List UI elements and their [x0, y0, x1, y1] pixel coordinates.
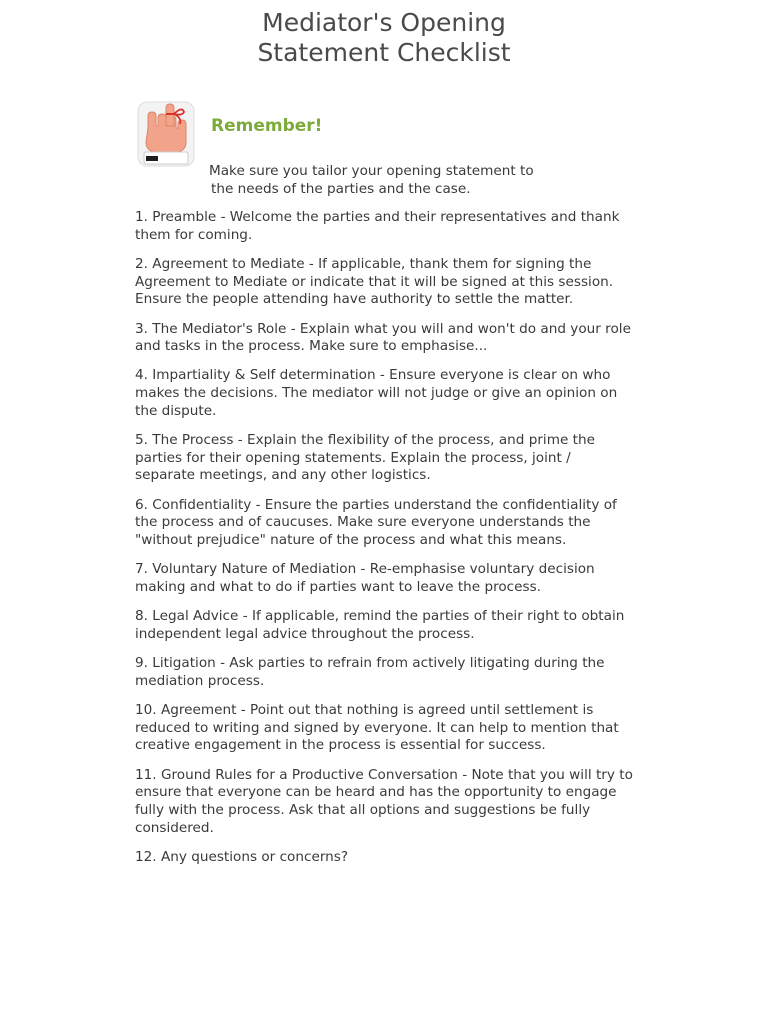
checklist-item: 11. Ground Rules for a Productive Conversation - Note that you will try to ensure that everyone can be heard and has the opportunity to engage fully with the process. Ask that all options and suggestions be fully considered. — [135, 766, 633, 836]
checklist-item: 6. Confidentiality - Ensure the parties understand the confidentiality of the process and of caucuses. Make sure everyone understands the "without prejudice" nature of the process and what this means. — [135, 496, 617, 549]
finger-with-reminder-string-icon — [136, 98, 198, 170]
remember-note — [209, 162, 629, 198]
checklist — [135, 209, 635, 878]
checklist-item: 5. The Process - Explain the flexibility of the process, and prime the parties for their opening statements. Explain the process, joint / separate meetings, and any other logistics. — [135, 432, 595, 484]
checklist-item: 3. The Mediator's Role - Explain what you will and won't do and your role and tasks in the process. Make sure to emphasise... — [135, 320, 631, 355]
checklist-item: 2. Agreement to Mediate - If applicable, thank them for signing the Agreement to Mediate or indicate that it will be signed at this session. Ensure the people attending have authority to settle the matter. — [135, 255, 614, 308]
remember-note-line-1: Make sure you tailor your opening statement to — [209, 163, 534, 179]
page-title-line-2: Statement Checklist — [257, 38, 511, 67]
checklist-item: 12. Any questions or concerns? — [135, 848, 349, 865]
checklist-item: 9. Litigation - Ask parties to refrain from actively litigating during the mediation process. — [135, 655, 605, 689]
remember-note-line-2: the needs of the parties and the case. — [211, 181, 471, 197]
page-title-line-1: Mediator's Opening — [262, 8, 506, 37]
checklist-item: 1. Preamble - Welcome the parties and their representatives and thank them for coming. — [135, 209, 620, 243]
checklist-item: 4. Impartiality & Self determination - Ensure everyone is clear on who makes the decisions. The mediator will not judge or give an opinion on the dispute. — [135, 367, 618, 419]
page-title — [0, 8, 768, 68]
checklist-item: 8. Legal Advice - If applicable, remind the parties of their right to obtain independent legal advice throughout the process. — [135, 608, 625, 642]
remember-heading: Remember! — [211, 116, 323, 136]
checklist-item: 7. Voluntary Nature of Mediation - Re-emphasise voluntary decision making and what to do if parties want to leave the process. — [135, 561, 595, 595]
checklist-item: 10. Agreement - Point out that nothing is agreed until settlement is reduced to writing and signed by everyone. It can help to mention that creative engagement in the process is essential for success. — [135, 701, 619, 754]
